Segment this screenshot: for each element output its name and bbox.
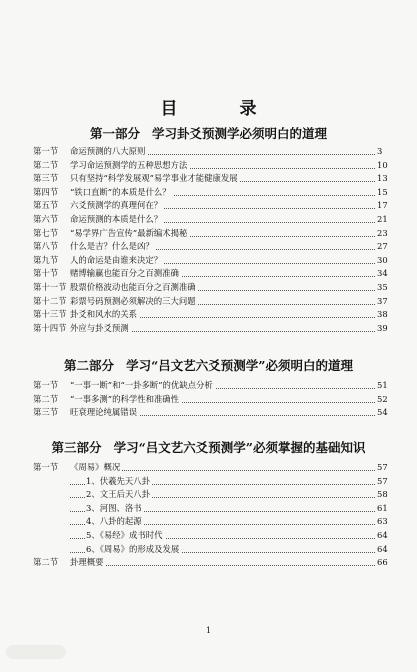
toc-entry <box>0 543 417 557</box>
section-number: 第四节 <box>33 186 59 197</box>
part-heading-3 <box>0 438 417 456</box>
entry-page-number: 35 <box>376 281 397 295</box>
entry-title: 卦理概要 <box>70 556 106 570</box>
toc-list-part-1 <box>0 145 417 335</box>
toc-entry <box>0 254 417 268</box>
entry-page-number: 27 <box>376 240 397 254</box>
entry-page-number: 3 <box>376 145 397 159</box>
section-number: 第十一节 <box>33 281 67 292</box>
entry-page-number: 34 <box>376 267 397 281</box>
entry-page-number: 38 <box>376 308 397 322</box>
toc-list-part-2 <box>0 379 417 420</box>
toc-entry <box>0 295 417 309</box>
toc-entry <box>0 145 417 159</box>
part-number: 第三部分 <box>51 440 102 455</box>
toc-entry <box>0 556 417 570</box>
toc-entry <box>0 199 417 213</box>
entry-page-number: 57 <box>376 475 397 489</box>
entry-title: 只有坚持“科学发展观”易学事业才能健康发展 <box>70 172 240 186</box>
toc-entry <box>0 461 417 475</box>
entry-title: 2、文王后天八卦 <box>86 488 152 502</box>
entry-title: 《周易》概况 <box>70 461 122 475</box>
entry-title: 股票价格波动也能百分之百测准确 <box>70 281 198 295</box>
entry-page-number: 61 <box>376 502 397 516</box>
entry-page-number: 57 <box>376 461 397 475</box>
entry-title: “铁口直断”的本质是什么？ <box>70 186 173 200</box>
entry-page-number: 52 <box>376 393 397 407</box>
entry-page-number: 17 <box>376 199 397 213</box>
toc-list-part-3 <box>0 461 417 570</box>
part-number: 第一部分 <box>89 126 140 141</box>
toc-entry <box>0 475 417 489</box>
toc-entry <box>0 159 417 173</box>
section-number: 第一节 <box>33 380 59 390</box>
entry-page-number: 54 <box>376 406 397 420</box>
part-number: 第二部分 <box>64 358 115 373</box>
entry-page-number: 58 <box>376 488 397 502</box>
entry-title: 外应与卦爻预测 <box>70 322 131 336</box>
entry-page-number: 64 <box>376 529 397 543</box>
entry-page-number: 64 <box>376 543 397 557</box>
section-number: 第三节 <box>33 173 59 184</box>
section-number: 第十四节 <box>33 322 67 333</box>
section-number: 第一节 <box>33 146 59 156</box>
entry-title: 3、河图、洛书 <box>86 502 144 516</box>
toc-entry <box>0 393 417 407</box>
entry-title: 什么是吉？什么是凶？ <box>70 240 156 254</box>
toc-entry <box>0 308 417 322</box>
entry-title: 人的命运是由谁来决定？ <box>70 254 164 268</box>
page-title: 目 录 <box>160 99 285 119</box>
entry-page-number: 37 <box>376 295 397 309</box>
section-number: 第六节 <box>33 213 59 224</box>
toc-entry <box>0 529 417 543</box>
entry-page-number: 30 <box>376 254 397 268</box>
toc-entry <box>0 186 417 200</box>
part-heading-2 <box>0 356 417 374</box>
entry-title: “一事一断”和“一卦多断”的优缺点分析 <box>70 379 215 393</box>
toc-entry <box>0 379 417 393</box>
entry-title: 5、《易经》成书时代 <box>86 529 165 543</box>
section-number: 第十三节 <box>33 309 67 320</box>
section-number: 第二节 <box>33 159 59 170</box>
part-title: 学习“吕文艺六爻预测学”必须明白的道理 <box>126 358 353 373</box>
part-title: 学习“吕文艺六爻预测学”必须掌握的基础知识 <box>113 440 366 455</box>
toc-entry <box>0 172 417 186</box>
entry-page-number: 51 <box>376 379 397 393</box>
toc-entry <box>0 281 417 295</box>
section-number: 第二节 <box>33 557 59 568</box>
toc-entry <box>0 227 417 241</box>
part-title: 学习卦爻预测学必须明白的道理 <box>152 126 328 141</box>
part-heading-1 <box>0 124 417 142</box>
entry-page-number: 66 <box>376 556 397 570</box>
entry-title: “易学界广告宣传”最新编术揭秘 <box>70 227 189 241</box>
page-number: 1 <box>205 626 212 635</box>
section-number: 第五节 <box>33 200 59 211</box>
entry-page-number: 10 <box>376 159 397 173</box>
entry-title: “一事多测”的科学性和准确性 <box>70 393 181 407</box>
section-number: 第十节 <box>33 268 59 279</box>
entry-title: 1、伏羲先天八卦 <box>86 475 152 489</box>
entry-title: 命运预测的八大原则 <box>70 145 147 159</box>
entry-page-number: 21 <box>376 213 397 227</box>
section-number: 第三节 <box>33 407 59 418</box>
entry-page-number: 23 <box>376 227 397 241</box>
entry-title: 旺衰理论纯属错误 <box>70 406 139 420</box>
section-number: 第七节 <box>33 227 59 238</box>
dot-leader <box>70 565 387 566</box>
section-number: 第一节 <box>33 462 59 472</box>
entry-title: 4、八卦的起源 <box>86 515 144 529</box>
entry-title: 学习命运预测学的五种思想方法 <box>70 159 189 173</box>
entry-title: 六爻预测学的真理何在？ <box>70 199 164 213</box>
toc-entry <box>0 322 417 336</box>
entry-title: 6、《周易》的形成及发展 <box>86 543 181 557</box>
entry-page-number: 39 <box>376 322 397 336</box>
toc-entry <box>0 240 417 254</box>
entry-title: 卦爻和风水的关系 <box>70 308 139 322</box>
toc-entry <box>0 502 417 516</box>
section-number: 第八节 <box>33 241 59 252</box>
section-number: 第九节 <box>33 254 59 265</box>
entry-title: 彩票号码预测必须解决的三大问题 <box>70 295 198 309</box>
section-number: 第二节 <box>33 393 59 404</box>
toc-entry <box>0 488 417 502</box>
entry-page-number: 15 <box>376 186 397 200</box>
entry-page-number: 63 <box>376 515 397 529</box>
entry-title: 赌博输赢也能百分之百测准确 <box>70 267 181 281</box>
toc-entry <box>0 515 417 529</box>
section-number: 第十二节 <box>33 295 67 306</box>
entry-title: 命运预测的本质是什么？ <box>70 213 164 227</box>
scan-smudge <box>6 645 66 659</box>
toc-entry <box>0 213 417 227</box>
toc-entry <box>0 406 417 420</box>
toc-entry <box>0 267 417 281</box>
entry-page-number: 13 <box>376 172 397 186</box>
